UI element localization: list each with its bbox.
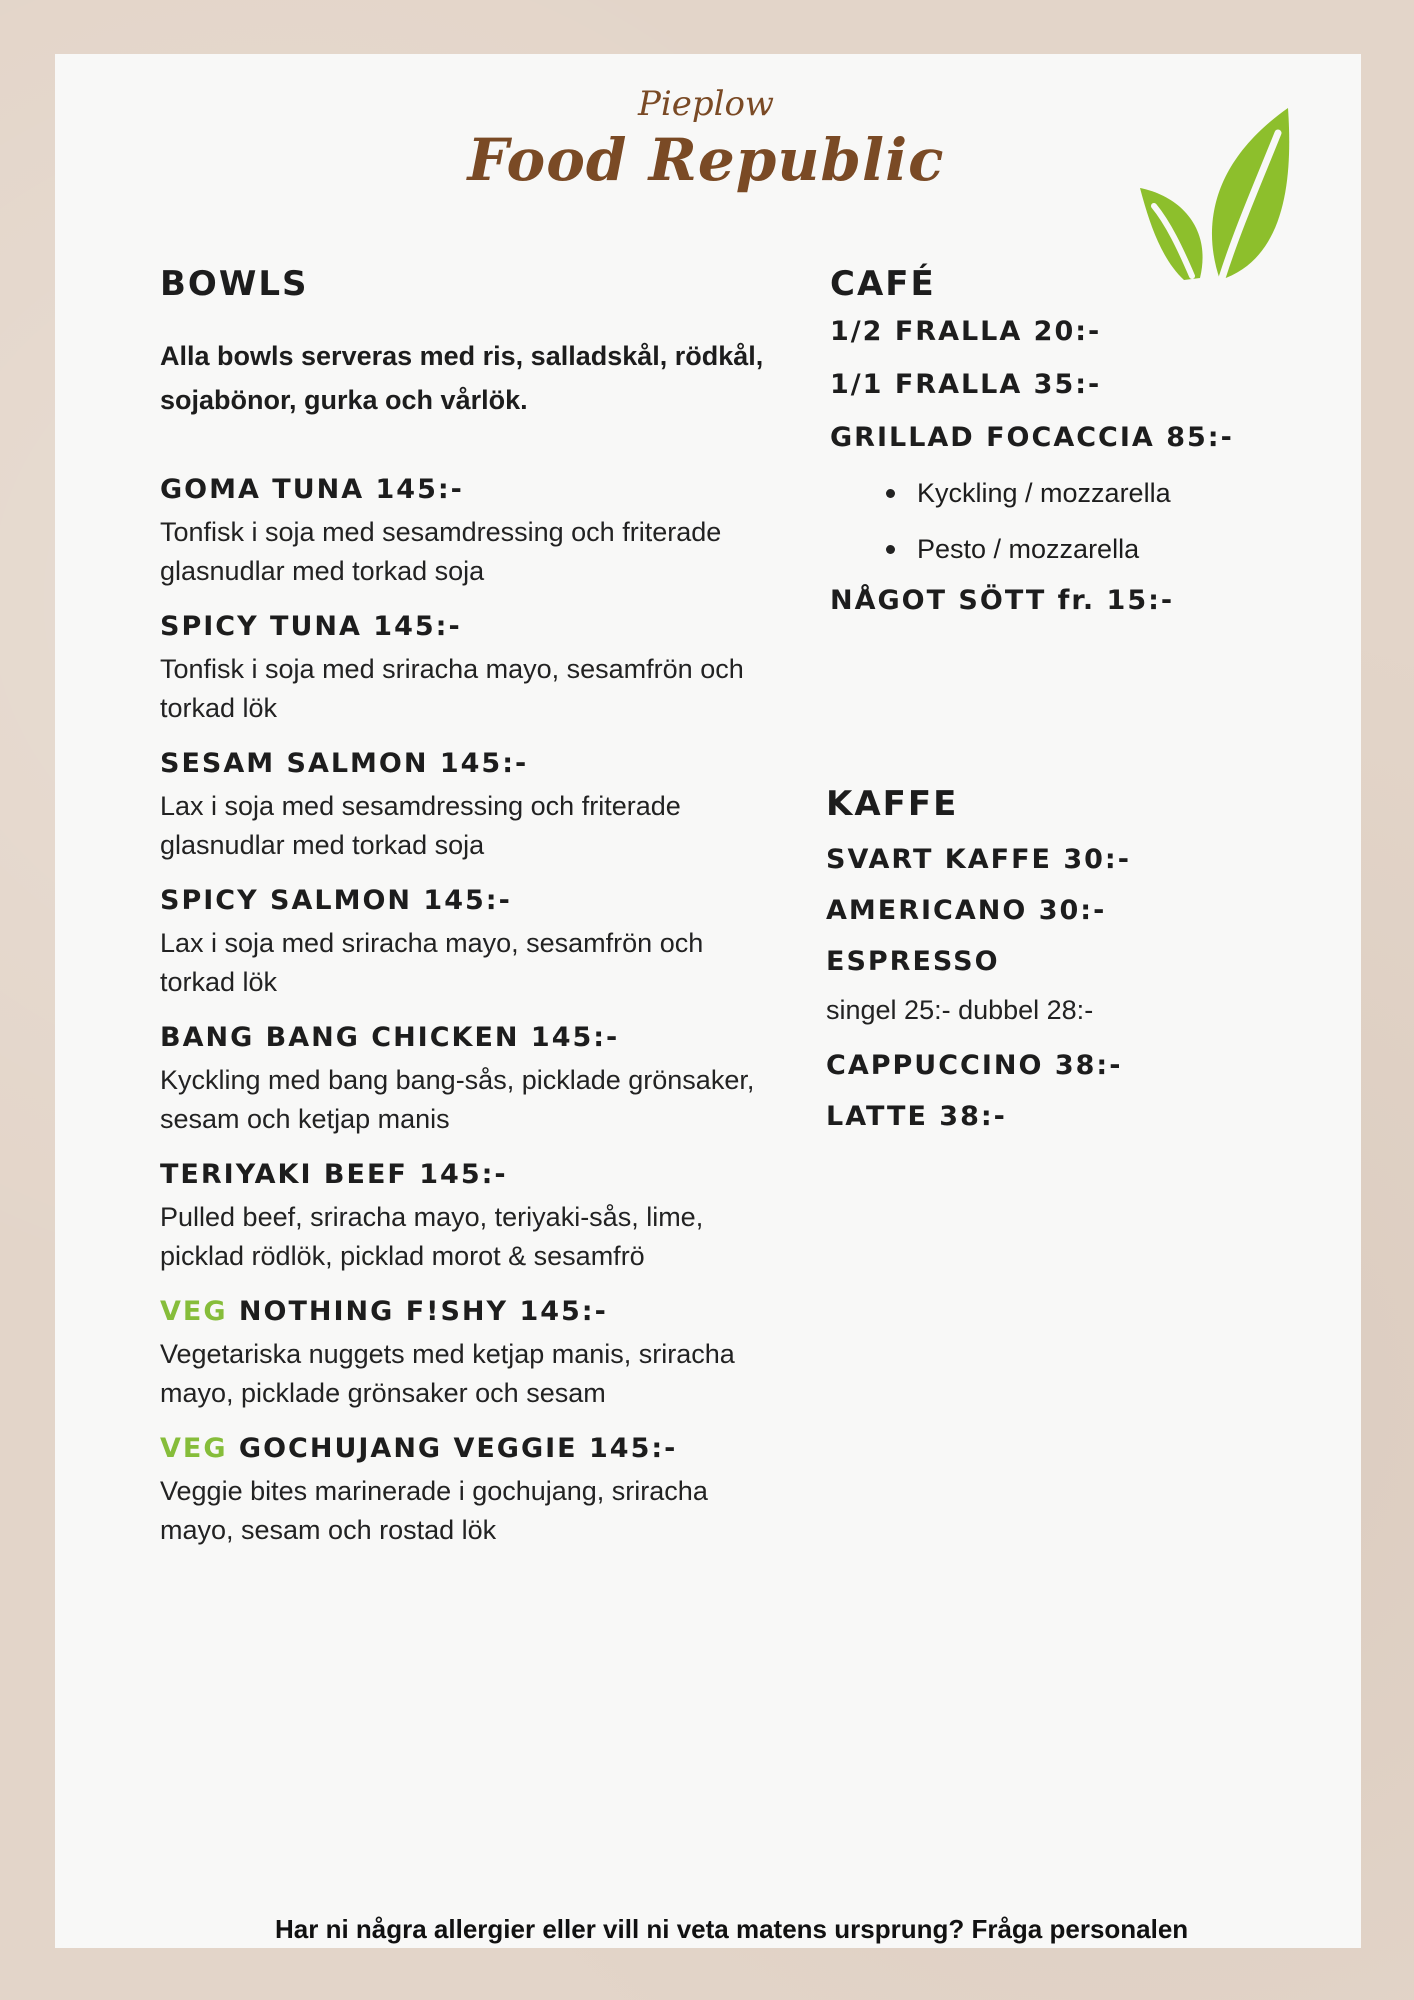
item-description: Kyckling med bang bang-sås, picklade grönsaker, sesam och ketjap manis xyxy=(160,1065,755,1134)
item-title: BANG BANG CHICKEN 145:- xyxy=(160,1022,620,1053)
cafe-item-sweet: NÅGOT SÖTT fr. 15:- xyxy=(830,585,1175,616)
list-item: Pesto / mozzarella xyxy=(886,521,1350,577)
item-description: Vegetariska nuggets med ketjap manis, sriracha mayo, picklade grönsaker och sesam xyxy=(160,1339,735,1408)
menu-card xyxy=(55,54,1361,1948)
cafe-item-focaccia: GRILLAD FOCACCIA 85:- xyxy=(830,422,1234,453)
item-title: SESAM SALMON 145:- xyxy=(160,748,529,779)
menu-item xyxy=(160,1296,780,1413)
kaffe-item-cappuccino: CAPPUCCINO 38:- xyxy=(826,1050,1123,1081)
leaf-icon xyxy=(1140,108,1290,283)
item-title: SPICY SALMON 145:- xyxy=(160,885,512,916)
menu-item xyxy=(160,611,780,728)
logo-subtitle: Pieplow xyxy=(637,84,775,124)
espresso-prices: singel 25:- dubbel 28:- xyxy=(826,995,1094,1025)
kaffe-item-latte: LATTE 38:- xyxy=(826,1101,1007,1132)
kaffe-item-americano: AMERICANO 30:- xyxy=(826,895,1107,926)
kaffe-section xyxy=(826,784,1346,1132)
item-title: GOMA TUNA 145:- xyxy=(160,474,464,505)
item-description: Pulled beef, sriracha mayo, teriyaki-sås, lime, picklad rödlök, picklad morot & sesamfrö xyxy=(160,1202,704,1271)
item-title: NOTHING F!SHY 145:- xyxy=(238,1296,608,1327)
menu-item xyxy=(160,885,780,1002)
cafe-section xyxy=(826,264,1350,1132)
cafe-item-half-fralla: 1/2 FRALLA 20:- xyxy=(830,316,1102,347)
item-description: Lax i soja med sesamdressing och friterade glasnudlar med torkad soja xyxy=(160,791,681,860)
item-description: Tonfisk i soja med sesamdressing och friterade glasnudlar med torkad soja xyxy=(160,517,722,586)
item-title: SPICY TUNA 145:- xyxy=(160,611,462,642)
item-title: GOCHUJANG VEGGIE 145:- xyxy=(238,1433,678,1464)
cafe-item-whole-fralla: 1/1 FRALLA 35:- xyxy=(830,369,1102,400)
focaccia-fillings xyxy=(830,465,1350,577)
allergy-footer: Har ni några allergier eller vill ni veta matens ursprung? Fråga personalen xyxy=(275,1914,1189,1944)
menu-item xyxy=(160,474,780,591)
kaffe-item-espresso: ESPRESSO xyxy=(826,946,1000,977)
veg-tag: VEG xyxy=(160,1296,228,1327)
cafe-heading: CAFÉ xyxy=(830,264,936,304)
item-title: TERIYAKI BEEF 145:- xyxy=(160,1159,508,1190)
item-description: Tonfisk i soja med sriracha mayo, sesamfrön och torkad lök xyxy=(160,654,744,723)
menu-item xyxy=(160,1022,780,1139)
veg-tag: VEG xyxy=(160,1433,228,1464)
list-item: Kyckling / mozzarella xyxy=(886,465,1350,521)
menu-item xyxy=(160,1159,780,1276)
menu-item xyxy=(160,748,780,865)
bowls-section xyxy=(160,264,780,1570)
bowls-heading: BOWLS xyxy=(160,264,309,304)
logo-title: Food Republic xyxy=(467,126,945,194)
kaffe-item-svart: SVART KAFFE 30:- xyxy=(826,844,1131,875)
menu-item xyxy=(160,1433,780,1550)
bowls-intro: Alla bowls serveras med ris, salladskål, rödkål, sojabönor, gurka och vårlök. xyxy=(160,341,764,415)
kaffe-heading: KAFFE xyxy=(826,784,959,824)
item-description: Veggie bites marinerade i gochujang, sriracha mayo, sesam och rostad lök xyxy=(160,1476,708,1545)
item-description: Lax i soja med sriracha mayo, sesamfrön och torkad lök xyxy=(160,928,704,997)
